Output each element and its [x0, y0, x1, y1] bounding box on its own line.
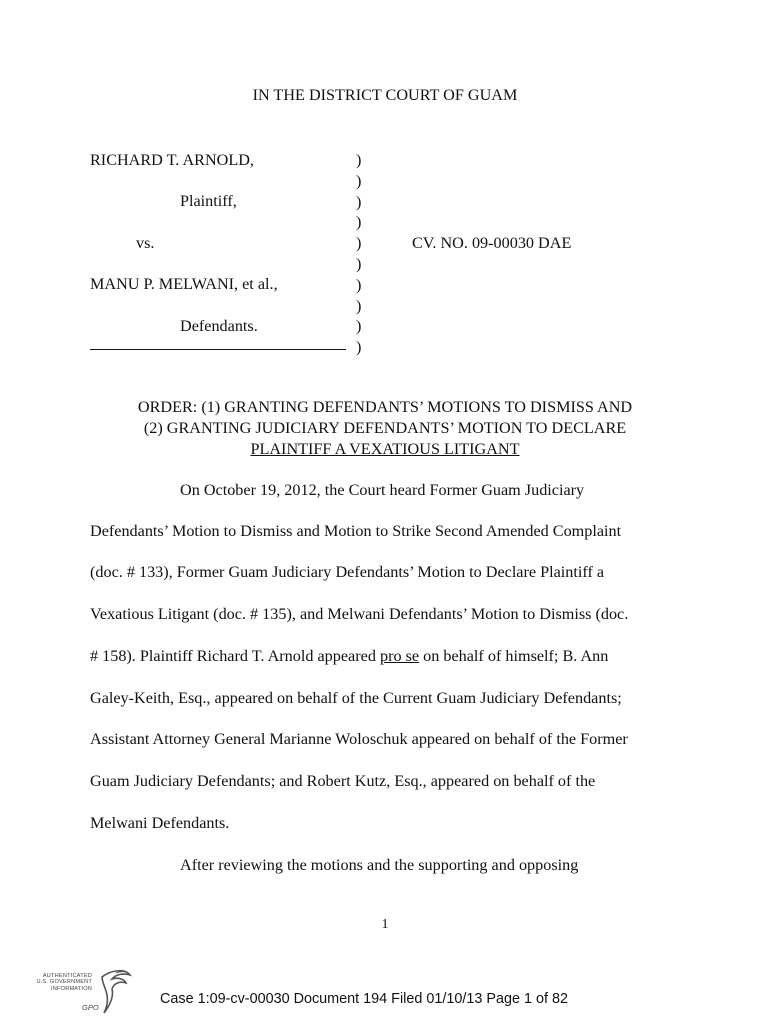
- body-line-5: [90, 647, 608, 666]
- plaintiff-role: Plaintiff,: [180, 192, 237, 210]
- defendant-role: Defendants.: [180, 317, 258, 335]
- seal-gpo-mark: GPO: [82, 1003, 99, 1012]
- paren: ): [356, 338, 362, 357]
- paren: ): [356, 192, 362, 211]
- plaintiff-name: RICHARD T. ARNOLD,: [90, 151, 254, 169]
- case-number: CV. NO. 09-00030 DAE: [412, 234, 572, 252]
- order-title-line3-text: PLAINTIFF A VEXATIOUS LITIGANT: [250, 440, 520, 458]
- body-line-3: (doc. # 133), Former Guam Judiciary Defendants’ Motion to Declare Plaintiff a: [90, 563, 605, 581]
- body-line-5c: on behalf of himself; B. Ann: [419, 647, 609, 665]
- paren: ): [356, 234, 362, 253]
- body-line-7: Assistant Attorney General Marianne Woloschuk appeared on behalf of the Former: [90, 730, 628, 748]
- body-line-1: On October 19, 2012, the Court heard Former Guam Judiciary: [180, 481, 585, 499]
- body-line-2: Defendants’ Motion to Dismiss and Motion to Strike Second Amended Complaint: [90, 522, 622, 540]
- caption-signature-line: [90, 349, 346, 350]
- paren: ): [356, 254, 362, 273]
- order-title-line2: (2) GRANTING JUDICIARY DEFENDANTS’ MOTION TO DECLARE: [143, 419, 627, 437]
- page-number: 1: [381, 917, 389, 932]
- body-line-5a: # 158). Plaintiff Richard T. Arnold appeared: [90, 647, 380, 665]
- versus-label: vs.: [136, 234, 155, 252]
- body-line-6: Galey-Keith, Esq., appeared on behalf of the Current Guam Judiciary Defendants;: [90, 689, 622, 707]
- paren: ): [356, 275, 362, 294]
- seal-line1: AUTHENTICATED: [42, 973, 92, 979]
- body-line-8: Guam Judiciary Defendants; and Robert Kutz, Esq., appeared on behalf of the: [90, 772, 596, 790]
- eagle-icon: [96, 967, 136, 1017]
- paren: ): [356, 213, 362, 232]
- gpo-authentication-seal: [34, 967, 154, 1019]
- body-line-9: Melwani Defendants.: [90, 814, 230, 832]
- order-title-line1: ORDER: (1) GRANTING DEFENDANTS’ MOTIONS TO DISMISS AND: [137, 398, 633, 416]
- body-line-4: Vexatious Litigant (doc. # 135), and Melwani Defendants’ Motion to Dismiss (doc.: [90, 605, 629, 623]
- defendant-name: MANU P. MELWANI, et al.,: [90, 275, 278, 293]
- paren: ): [356, 151, 362, 169]
- court-heading: IN THE DISTRICT COURT OF GUAM: [252, 86, 518, 104]
- filing-footer: Case 1:09-cv-00030 Document 194 Filed 01/10/13 Page 1 of 82: [160, 991, 569, 1007]
- body-line-10: After reviewing the motions and the supporting and opposing: [180, 856, 579, 874]
- seal-line3: INFORMATION: [51, 985, 92, 992]
- paren: ): [356, 171, 362, 190]
- order-title-line3: [0, 439, 770, 460]
- caption-parentheses: [356, 150, 376, 358]
- seal-line2: U.S. GOVERNMENT: [36, 979, 92, 986]
- paren: ): [356, 296, 362, 315]
- paren: ): [356, 317, 362, 336]
- pro-se-term: pro se: [379, 647, 420, 665]
- seal-text: [34, 973, 92, 992]
